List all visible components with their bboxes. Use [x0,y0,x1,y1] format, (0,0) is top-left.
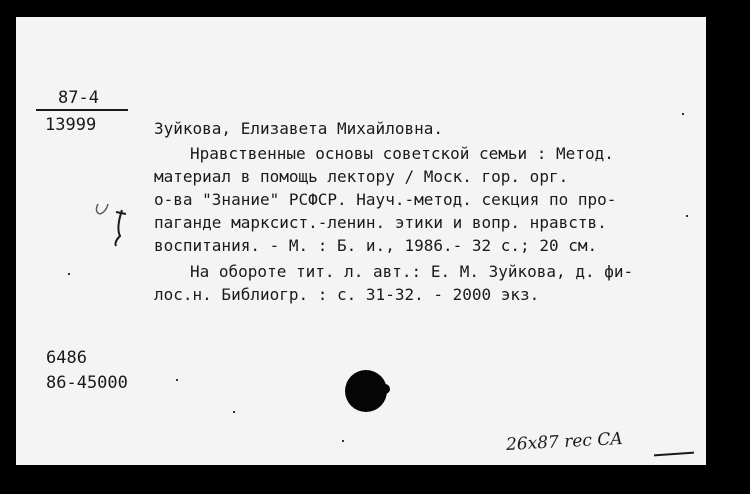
punch-hole-edge [380,384,390,394]
handwritten-margin-mark [86,192,136,248]
catalog-card [16,17,706,465]
shelfmark-bottom: 13999 [45,115,97,135]
handwritten-underline [654,452,694,457]
scan-speck [233,411,235,413]
scan-speck [176,379,178,381]
title-line-3: о-ва "Знание" РСФСР. Науч.-метод. секция по про- [154,190,617,209]
title-line-1: Нравственные основы советской семьи : Метод. [190,144,614,163]
handwritten-note: 26x87 rec CA [505,428,624,456]
note-line-2: лос.н. Библиогр. : с. 31-32. - 2000 экз. [154,285,540,304]
scan-speck [682,113,684,115]
title-line-4: паганде марксист.-ленин. этики и вопр. нравств. [154,213,607,232]
shelfmark-divider [36,109,128,111]
scan-speck [68,273,70,275]
title-line-2: материал в помощь лектору / Моск. гор. орг. [154,167,569,186]
note-line-1: На обороте тит. л. авт.: Е. М. Зуйкова, д. фи- [190,262,634,281]
author-heading: Зуйкова, Елизавета Михайловна. [154,119,443,138]
shelfmark-top: 87-4 [58,88,99,108]
imprint-line: воспитания. - М. : Б. и., 1986.- 32 с.; 20 см. [154,236,598,255]
control-number-1: 6486 [46,348,87,368]
control-number-2: 86-45000 [46,373,128,393]
scan-speck [686,215,688,217]
scan-speck [342,440,344,442]
